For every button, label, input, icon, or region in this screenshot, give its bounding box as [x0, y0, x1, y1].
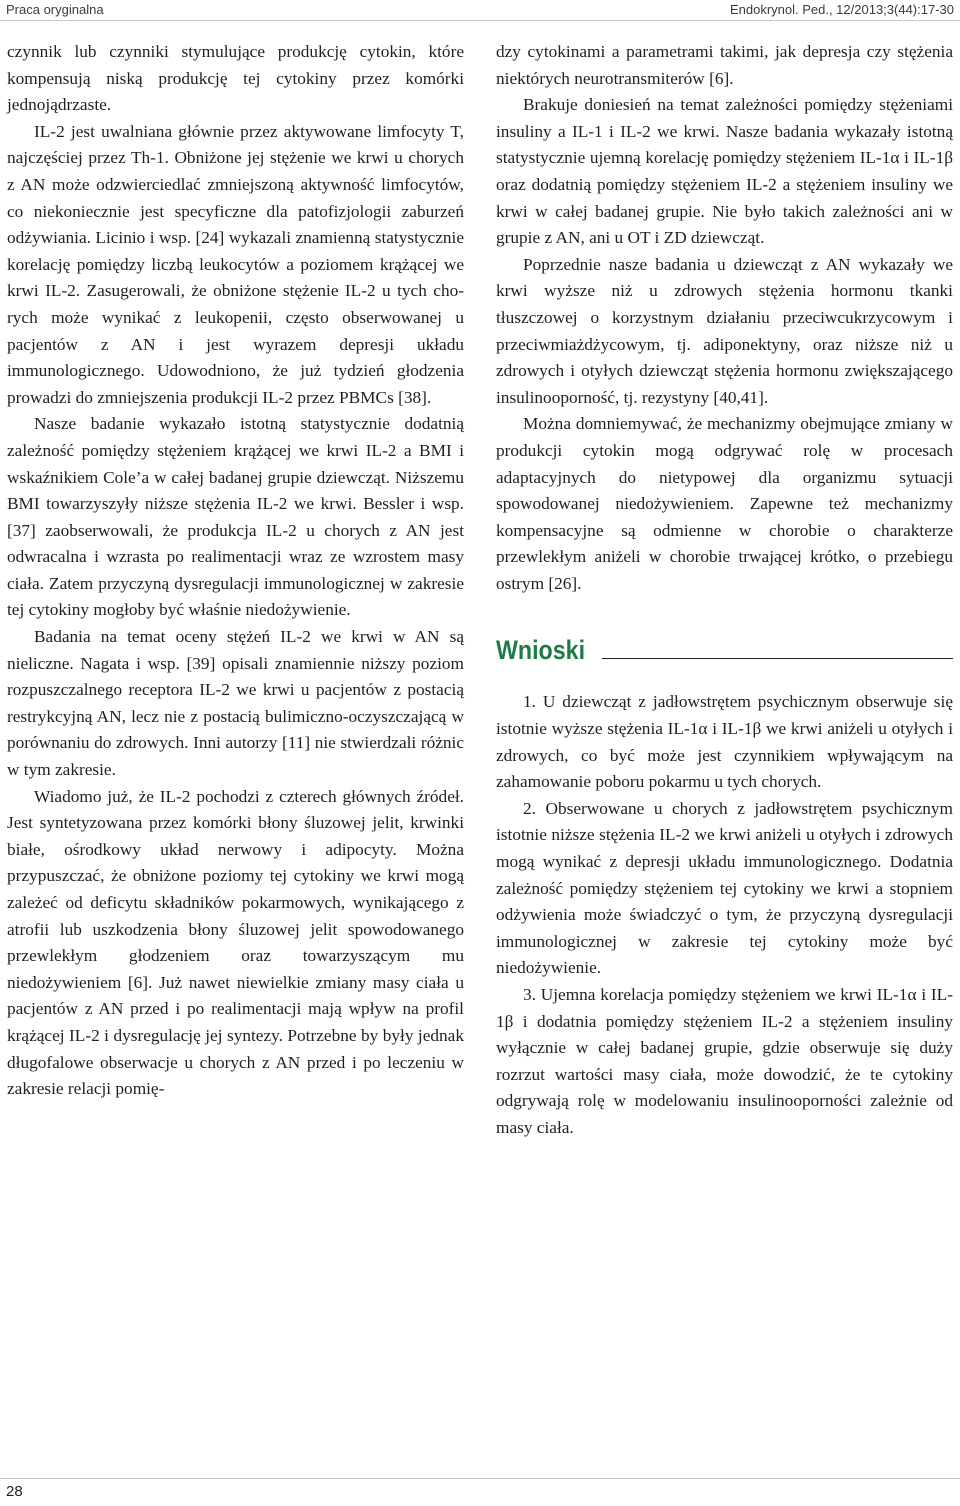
footer-rule: [0, 1478, 960, 1479]
header-section-label: Praca oryginalna: [6, 2, 104, 17]
right-column: [496, 39, 953, 1142]
paragraph: Badania na temat oceny stężeń IL-2 we krwi w AN są nieliczne. Nagata i wsp. [39] opisali znamiennie niższy poziom rozpuszczalnego receptora IL-2 we krwi u pacjentów z postacią restrykcyjną AN, lecz nie z postacią bulimiczno-oczyszczającą w porównaniu do zdrowych. Inni autorzy [11] nie stwierdzali różnic w tym zakresie.: [7, 627, 464, 780]
paragraph: IL-2 jest uwalniana głównie przez aktywowane limfocyty T, najczęściej przez Th-1. Obniżone jej stężenie we krwi u chorych z AN może odzwierciedlać zmniejszoną aktywność limfocytów, co niekoniecznie jest specyficzne dla patofizjologii zaburzeń odżywiania. Licinio i wsp. [24] wykazali znamienną statystycznie korelację pomiędzy liczbą leukocytów a poziomem krążącej we krwi IL-2. Zasugerowali, że obniżone stężenie IL-2 u tych chorych może wynikać z leukopenii, często obserwowanej u pacjentów z AN i jest wyrazem depresji układu immunologicznego. Udowodniono, że już tydzień głodzenia prowadzi do zmniejszenia produkcji IL-2 przez PBMCs [38].: [7, 121, 464, 407]
paragraph: czynnik lub czynniki stymulujące produkcję cytokin, które kompensują niską produkcję tej cytokiny przez komórki jednojądrzaste.: [7, 42, 464, 115]
paragraph: Wiadomo już, że IL-2 pochodzi z czterech głównych źródeł. Jest syntetyzowana przez komórki błony śluzowej jelit, krwinki białe, ośrodkowy układ nerwowy i adipocyty. Można przypuszczać, że obniżone poziomy tej cytokiny we krwi mogą zależeć od deficytu składników pokarmowych, wynikającego z atrofii lub uszkodzenia błony śluzowej jelit spowodowanego przewlekłym głodzeniem oraz towarzyszącym mu niedożywieniem [6]. Już nawet niewielkie zmiany masy ciała u pacjentów z AN przed i po realimentacji mają wpływ na profil krążącej IL-2 i dysregulację jej syntezy. Potrzebne by były jednak długofalowe obserwacje u chorych z AN przed i po leczeniu w zakresie relacji pomię-: [7, 786, 464, 1099]
conclusion-item: 2. Obserwowane u chorych z jadłowstrętem psychicznym istotnie niższe stężenia IL-2 we krwi aniżeli u otyłych i zdrowych mogą wynikać z depresji układu immunologicznego. Dodatnia zależność pomiędzy stężeniem tej cytokiny we krwi a stopniem odżywienia może świadczyć o tym, że przyczyną dysregulacji immunologicznej w zakresie tej cytokiny może być niedożywienie.: [496, 798, 953, 978]
conclusion-item: 1. U dziewcząt z jadłowstrętem psychicznym obserwuje się istotnie wyższe stężenia IL-1α i IL-1β we krwi aniżeli u otyłych i zdrowych, co być może jest czynnikiem wpływającym na zahamowanie poboru pokarmu u tych chorych.: [496, 692, 953, 792]
paragraph: Poprzednie nasze badania u dziewcząt z AN wykazały we krwi wyższe niż u zdrowych stężenia hormonu tkanki tłuszczowej o korzystnym działaniu przeciwcukrzycowym i przeciwmiażdżycowym, tj. adiponektyny, oraz niższe niż u zdrowych i otyłych dziewcząt stężenia hormonu zwiększającego insulinooporność, tj. rezystyny [40,41].: [496, 254, 953, 407]
paragraph: Nasze badanie wykazało istotną statystycznie dodatnią zależność pomiędzy stężeniem krążącej we krwi IL-2 a BMI i wskaźnikiem Cole’a w całej badanej grupie dziewcząt. Niższemu BMI towarzyszyły niższe stężenia IL-2 we krwi. Bessler i wsp. [37] zaobserwowali, że produkcja IL-2 u chorych z AN jest odwracalna i wzrasta po realimentacji wraz ze wzrostem masy ciała. Zatem przyczyną dysregulacji immunologicznej w zakresie tej cytokiny mogłoby być właśnie niedożywienie.: [7, 414, 464, 620]
section-heading-conclusions: [496, 625, 953, 665]
header-journal-citation: Endokrynol. Ped., 12/2013;3(44):17-30: [729, 2, 954, 17]
running-header: [0, 0, 960, 22]
paragraph: Można domniemywać, że mechanizmy obejmujące zmiany w produkcji cytokin mogą odgrywać rolę w procesach adaptacyjnych do nietypowej dla organizmu sytuacji spowodowanej niedożywieniem. Zapewne też mechanizmy kompensacyjne są odmienne w chorobie o charakterze przewlekłym aniżeli w chorobie trwającej krótko, o przebiegu ostrym [26].: [496, 414, 953, 593]
conclusion-item: 3. Ujemna korelacja pomiędzy stężeniem we krwi IL-1α i IL-1β i dodatnia pomiędzy stężeniem IL-2 a stężeniem insuliny wyłącznie w całej badanej grupie, gdzie obserwuje się duży rozrzut wartości masy ciała, może dowodzić, że te cytokiny odgrywają rolę w modelowaniu insulinooporności zależnie od masy ciała.: [496, 985, 953, 1137]
page-footer: [0, 1478, 960, 1506]
heading-rule: [602, 658, 953, 659]
header-rule: [0, 20, 960, 21]
section-heading-text: Wnioski: [496, 635, 586, 666]
page-number: 28: [6, 1483, 23, 1500]
paragraph: dzy cytokinami a parametrami takimi, jak depresja czy stężenia niektórych neurotransmiterów [6].: [496, 42, 953, 88]
left-column: [7, 39, 464, 1103]
paragraph: Brakuje doniesień na temat zależności pomiędzy stężeniami insuliny a IL-1 i IL-2 we krwi. Nasze badania wykazały istotną statystycznie ujemną korelację pomiędzy stężeniem IL-1α i IL-1β oraz dodatnią pomiędzy stężeniem IL-2 a stężeniem insuliny we krwi w całej badanej grupie. Nie było takich zależności ani w grupie z AN, ani u OT i ZD dziewcząt.: [496, 95, 953, 248]
